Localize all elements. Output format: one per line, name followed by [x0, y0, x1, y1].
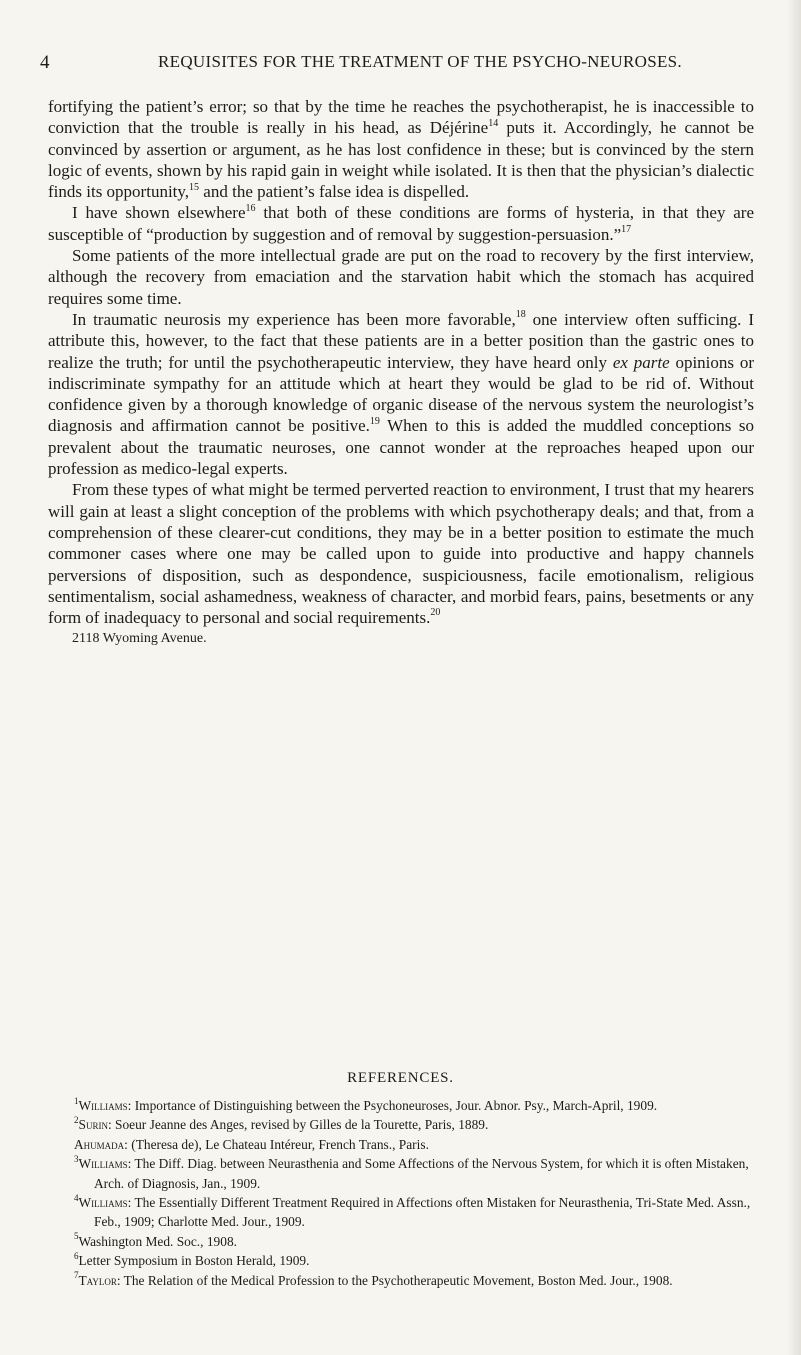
reference-item: [74, 1271, 759, 1290]
main-text: [48, 96, 754, 649]
reference-item: [74, 1135, 759, 1154]
references-heading: REFERENCES.: [347, 1070, 454, 1086]
reference-number: 6: [74, 1250, 79, 1261]
reference-author: Williams: [78, 1195, 128, 1211]
reference-item: [74, 1154, 759, 1193]
reference-item: [74, 1193, 759, 1232]
reference-text: : The Relation of the Medical Profession to the Psychotherapeutic Movement, Boston Med. Jour., 1908.: [116, 1272, 673, 1288]
reference-item: [74, 1232, 759, 1251]
reference-text: : Importance of Distinguishing between the Psychoneuroses, Jour. Abnor. Psy., March-April, 1909.: [127, 1098, 658, 1113]
body-paragraph: In traumatic neurosis my experience has been more favorable,$^{18}$ one interview often sufficing. I attribute this, however, to the fact that these patients are in a better position than the gastric ones to realize the truth; for until the psychotherapeutic interview, they have heard only ex parte opinions or indiscriminate sympathy for an attitude which at heart they would be glad to be rid of. Without confidence given by a thorough knowledge of organic disease of the nervous system the neurologist’s diagnosis and affirmation cannot be positive.$^{19}$ When to this is added the muddled conceptions so prevalent about the traumatic neuroses, one cannot wonder at the reproaches heaped upon our profession as medico-legal experts.: [48, 309, 754, 479]
body-paragraph: I have shown elsewhere$^{16}$ that both of these conditions are forms of hysteria, in that they are susceptible of “production by suggestion and of removal by suggestion-persuasion.”$^{17}$: [48, 202, 755, 244]
reference-text: : The Essentially Different Treatment Required in Affections often Mistaken for Neurasthenia, Tri-State Med. Assn., Feb., 1909; Charlotte Med. Jour., 1909.: [94, 1195, 751, 1230]
reference-item: [74, 1115, 759, 1134]
footnote-marker: 17: [621, 224, 632, 236]
reference-item: [74, 1096, 759, 1115]
italic-phrase: ex parte: [612, 352, 670, 372]
reference-number: 4: [74, 1192, 79, 1203]
reference-author: Surin: [78, 1117, 108, 1133]
reference-text: : Soeur Jeanne des Anges, revised by Gilles de la Tourette, Paris, 1889.: [107, 1117, 489, 1133]
page-header: [0, 52, 801, 82]
page-number: 4: [40, 52, 50, 73]
reference-number: 5: [74, 1231, 79, 1242]
footnote-marker: 15: [189, 181, 200, 193]
footnote-marker: 20: [430, 607, 441, 619]
body-paragraph: fortifying the patient’s error; so that by the time he reaches the psychotherapist, he is inaccessible to conviction that the trouble is really in his head, as Déjérine$^{14}$ puts it. Accordingly, he cannot be convinced by assertion or argument, as he has lost confidence in these; but is convinced by the stern logic of events, shown by his rapid gain in weight while isolated. It is then that the physician’s dialectic finds its opportunity,$^{15}$ and the patient’s false idea is dispelled.: [48, 97, 754, 202]
reference-author: Williams: [78, 1098, 128, 1113]
reference-text: : (Theresa de), Le Chateau Intéreur, French Trans., Paris.: [124, 1136, 429, 1152]
reference-number: 1: [74, 1095, 79, 1106]
footnote-marker: 14: [488, 117, 499, 129]
footnote-marker: 16: [245, 202, 256, 214]
author-address: 2118 Wyoming Avenue.: [72, 631, 207, 647]
running-title: REQUISITES FOR THE TREATMENT OF THE PSYCHO-NEUROSES.: [158, 52, 682, 71]
reference-number: 2: [74, 1114, 79, 1125]
references-list: [74, 1096, 759, 1290]
reference-item: [74, 1251, 759, 1270]
reference-author: Williams: [78, 1156, 128, 1172]
footnote-marker: 18: [515, 309, 526, 321]
body-paragraph: From these types of what might be termed perverted reaction to environment, I trust that my hearers will gain at least a slight conception of the problems with which psychotherapy deals; and that, from a comprehension of these clearer-cut conditions, they may be in a better position to estimate the much commoner cases where one may be called upon to guide into productive and happy channels perversions of disposition, such as despondence, suspiciousness, facile emotionalism, religious sentimentalism, social ashamedness, weakness of character, and morbid fears, pains, besetments or any form of inadequacy to personal and social requirements.$^{20}$: [48, 480, 754, 628]
reference-author: Ahumada: [74, 1136, 125, 1152]
footnote-marker: 19: [369, 415, 380, 427]
reference-number: 3: [74, 1153, 79, 1164]
body-paragraph: Some patients of the more intellectual grade are put on the road to recovery by the first interview, although the recovery from emaciation and the starvation habit which the stomach has acquired requires some time.: [48, 246, 754, 308]
reference-text: Washington Med. Soc., 1908.: [78, 1233, 237, 1249]
reference-author: Taylor: [78, 1272, 117, 1288]
page-edge-shadow: [787, 0, 801, 1355]
reference-text: Letter Symposium in Boston Herald, 1909.: [78, 1253, 310, 1269]
reference-text: : The Diff. Diag. between Neurasthenia and Some Affections of the Nervous System, for which it is often Mistaken, Arch. of Diagnosis, Jan., 1909.: [94, 1156, 749, 1191]
reference-number: 7: [74, 1270, 79, 1281]
